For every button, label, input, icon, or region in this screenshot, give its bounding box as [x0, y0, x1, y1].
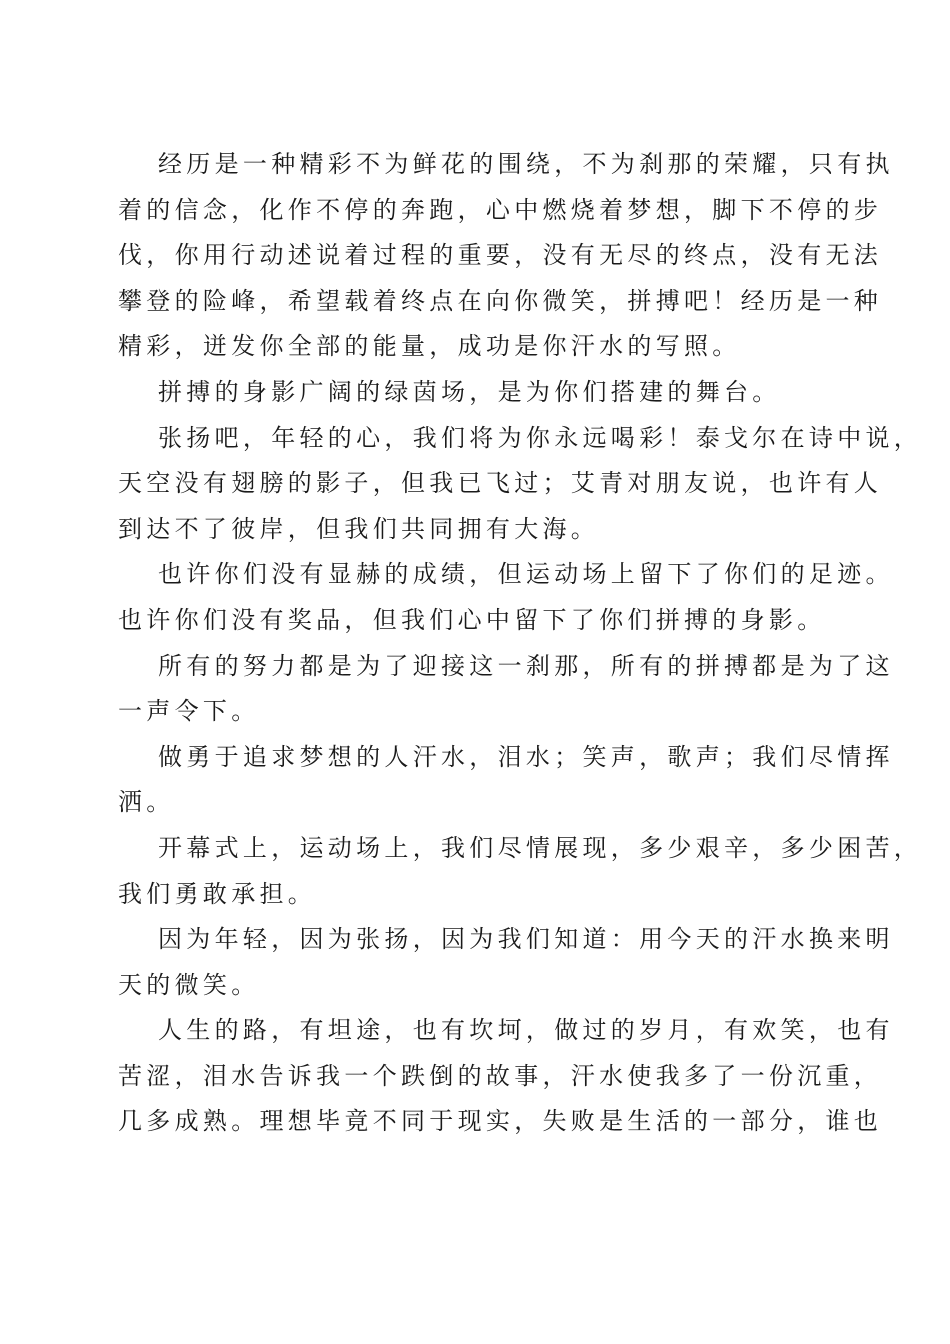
text-line: 经历是一种精彩不为鲜花的围绕，不为刹那的荣耀，只有执: [158, 150, 894, 178]
text-line: 做勇于追求梦想的人汗水，泪水；笑声，歌声；我们尽情挥: [158, 742, 894, 771]
document-body: [118, 142, 923, 1145]
text-line: 人生的路，有坦途，也有坎坷，做过的岁月，有欢笑，也有: [158, 1016, 894, 1045]
text-line: 伐，你用行动述说着过程的重要，没有无尽的终点，没有无法: [118, 241, 883, 270]
text-line: 天的微笑。: [118, 970, 260, 999]
text-line: 苦涩，泪水告诉我一个跌倒的故事，汗水使我多了一份沉重，: [118, 1061, 883, 1090]
text-line: 我们勇敢承担。: [118, 879, 317, 908]
text-line: 洒。: [118, 788, 175, 817]
text-line: 拼搏的身影广阔的绿茵场，是为你们搭建的舞台。: [158, 377, 781, 406]
text-line: 天空没有翅膀的影子，但我已飞过；艾青对朋友说，也许有人: [118, 469, 883, 498]
text-line: 精彩，迸发你全部的能量，成功是你汗水的写照。: [118, 332, 741, 361]
text-line: 一声令下。: [118, 697, 260, 726]
text-line: 也许你们没有奖品，但我们心中留下了你们拼搏的身影。: [118, 605, 826, 634]
text-line: 到达不了彼岸，但我们共同拥有大海。: [118, 514, 600, 543]
text-line: 也许你们没有显赫的成绩，但运动场上留下了你们的足迹。: [158, 560, 894, 589]
text-line: 张扬吧，年轻的心，我们将为你永远喝彩！泰戈尔在诗中说，: [158, 423, 923, 452]
text-line: 因为年轻，因为张扬，因为我们知道：用今天的汗水换来明: [158, 925, 894, 954]
text-line: 开幕式上，运动场上，我们尽情展现，多少艰辛，多少困苦，: [158, 833, 923, 862]
text-line: 着的信念，化作不停的奔跑，心中燃烧着梦想，脚下不停的步: [118, 195, 883, 224]
text-line: 所有的努力都是为了迎接这一刹那，所有的拼搏都是为了这: [158, 651, 894, 680]
text-line: 几多成熟。理想毕竟不同于现实，失败是生活的一部分，谁也: [118, 1107, 883, 1136]
text-line: 攀登的险峰，希望载着终点在向你微笑，拼搏吧！经历是一种: [118, 286, 883, 315]
